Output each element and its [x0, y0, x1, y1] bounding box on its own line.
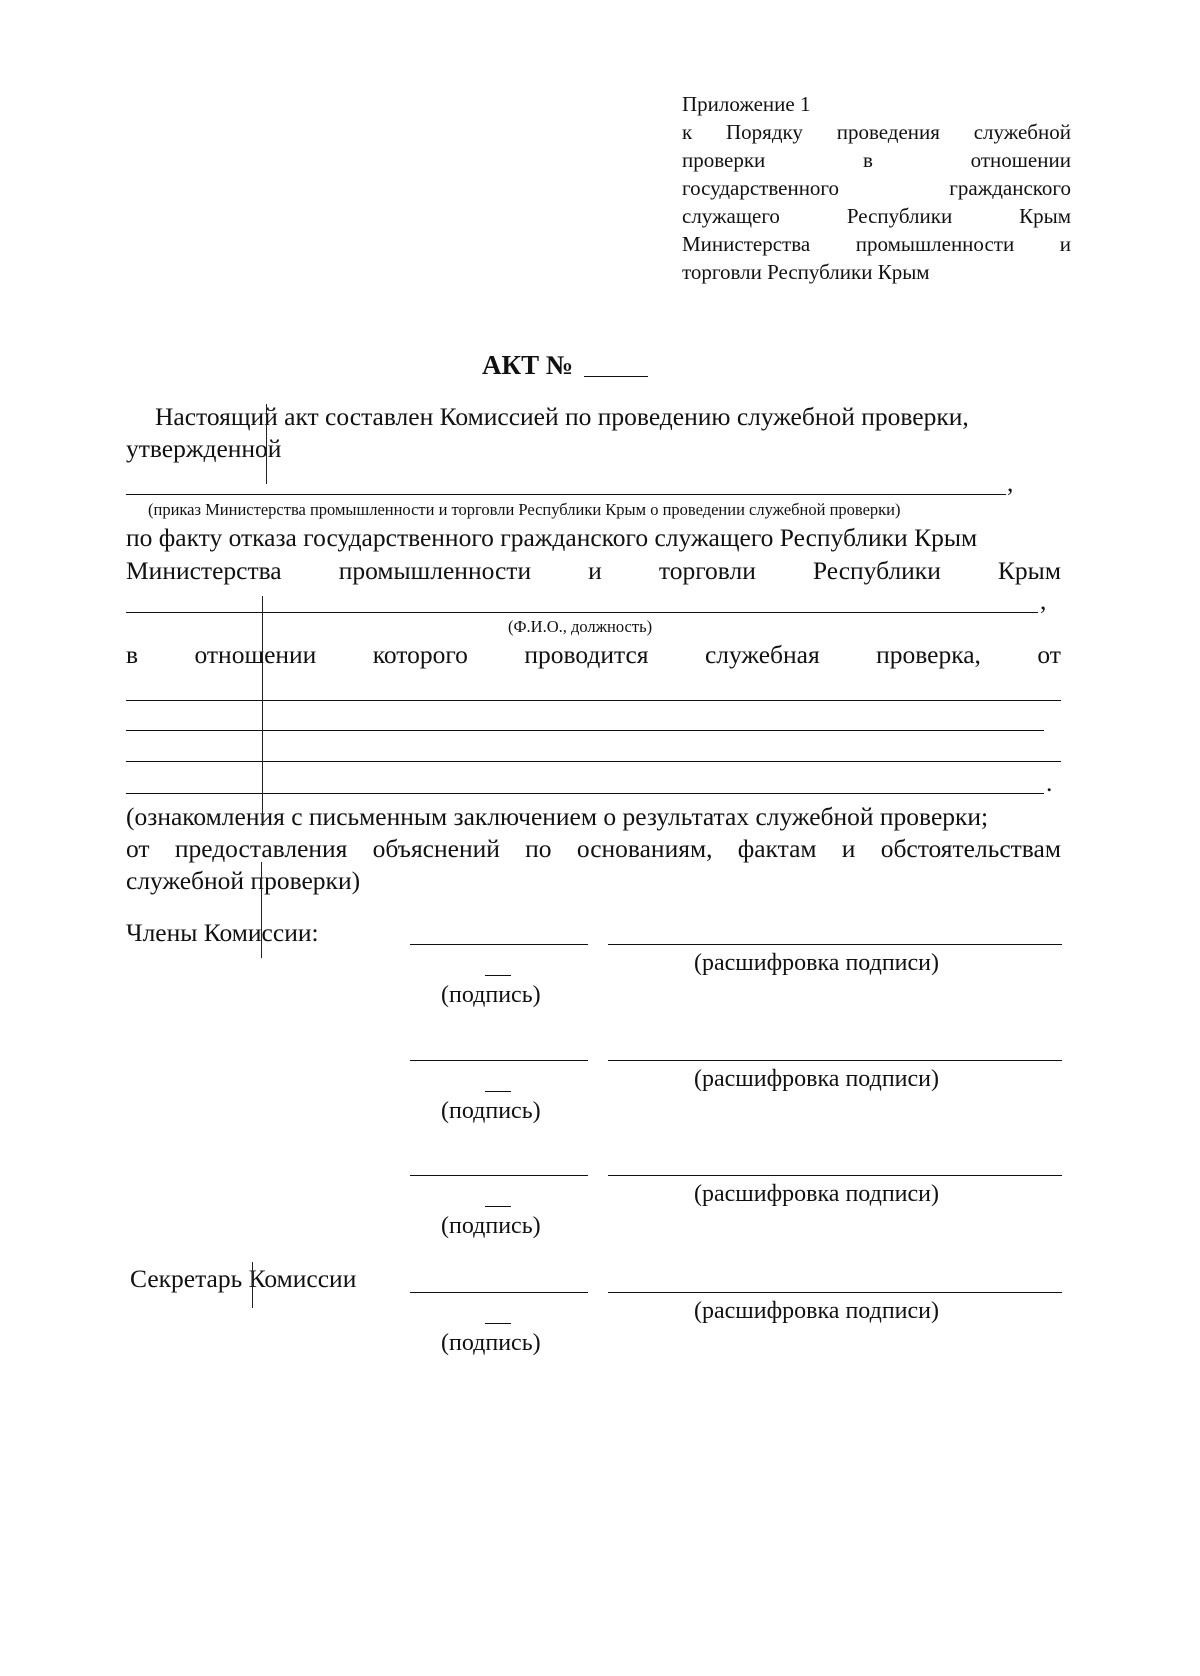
regarding-word: от [1037, 640, 1061, 669]
members-label: Члены Комиссии: [126, 918, 319, 947]
decode-field[interactable] [608, 1060, 1062, 1061]
regarding-word: служебная [704, 640, 820, 669]
refusal-word: предоставления [174, 834, 348, 863]
annex-line-5 [682, 204, 1071, 229]
annex-word: Порядку [726, 120, 803, 144]
fio-caption: (Ф.И.О., должность) [508, 617, 653, 636]
annex-word: служебной [973, 120, 1071, 144]
blank-field-1[interactable] [126, 700, 1061, 701]
decode-caption: (расшифровка подписи) [694, 1181, 939, 1207]
scan-artifact [261, 862, 262, 958]
order-caption: (приказ Министерства промышленности и торговли Республики Крым о проведении служебной проверки) [148, 500, 901, 519]
signature-field[interactable] [410, 1292, 588, 1293]
decode-caption: (расшифровка подписи) [694, 950, 939, 976]
decode-caption: (расшифровка подписи) [694, 1066, 939, 1092]
blank-period: . [1046, 768, 1053, 797]
signature-caption: (подпись) [441, 1098, 541, 1124]
decode-field[interactable] [608, 1175, 1062, 1176]
act-title: АКТ № [482, 350, 573, 380]
refusal-word: фактам [737, 834, 817, 863]
fact-line-2 [126, 556, 1061, 586]
order-field[interactable] [126, 494, 1006, 495]
regarding-word: проводится [524, 640, 649, 669]
refusal-word: объяснений [372, 834, 500, 863]
scan-artifact [262, 596, 263, 826]
signature-caption: (подпись) [441, 982, 541, 1008]
refusal-line-2 [126, 834, 1061, 864]
annex-word: к [682, 120, 693, 144]
decode-field[interactable] [608, 944, 1062, 945]
annex-word: проведения [836, 120, 940, 144]
refusal-line-3: служебной проверки) [126, 866, 361, 895]
fact-word: Министерства [126, 556, 282, 585]
annex-word: служащего [682, 204, 780, 228]
decode-field[interactable] [608, 1292, 1062, 1293]
fact-word: торговли [658, 556, 756, 585]
annex-word: отношении [970, 148, 1071, 172]
signature-dash [485, 975, 511, 976]
blank-field-3[interactable] [126, 761, 1061, 762]
annex-line-7: торговли Республики Крым [682, 260, 930, 284]
signature-dash [485, 1206, 511, 1207]
annex-line-4 [682, 176, 1071, 201]
annex-word: проверки [682, 148, 766, 172]
annex-word: промышленности [855, 232, 1015, 256]
order-comma: , [1007, 468, 1014, 497]
signature-caption: (подпись) [441, 1330, 541, 1356]
decode-caption: (расшифровка подписи) [694, 1298, 939, 1324]
fio-comma: , [1040, 586, 1047, 615]
fact-word: промышленности [338, 556, 532, 585]
act-number-field[interactable] [584, 376, 648, 377]
regarding-word: которого [372, 640, 468, 669]
regarding-word: в [126, 640, 139, 669]
annex-word: и [1059, 232, 1071, 256]
annex-word: государственного [682, 176, 840, 200]
annex-word: Республики [846, 204, 953, 228]
scan-artifact [266, 404, 267, 484]
regarding-word: проверка, [876, 640, 981, 669]
signature-field[interactable] [410, 1060, 588, 1061]
refusal-word: основаниям, [576, 834, 713, 863]
annex-word: Министерства [682, 232, 811, 256]
regarding-word: отношении [194, 640, 317, 669]
signature-field[interactable] [410, 1175, 588, 1176]
annex-word: в [863, 148, 873, 172]
intro-line-2: утвержденной [126, 434, 282, 463]
signature-dash [485, 1091, 511, 1092]
fact-word: и [588, 556, 602, 585]
fact-line-1: по факту отказа государственного гражданского служащего Республики Крым [126, 523, 978, 552]
signature-dash [485, 1323, 511, 1324]
annex-word: Крым [1019, 204, 1071, 228]
fact-word: Республики [812, 556, 941, 585]
refusal-word: обстоятельствам [880, 834, 1061, 863]
blank-field-2[interactable] [126, 730, 1044, 731]
regarding-line [126, 640, 1061, 670]
annex-line-3 [682, 148, 1071, 173]
annex-title: Приложение 1 [682, 92, 811, 116]
refusal-word: от [126, 834, 150, 863]
fact-word: Крым [997, 556, 1061, 585]
refusal-word: по [525, 834, 552, 863]
blank-field-4[interactable] [126, 793, 1044, 794]
refusal-line-1: (ознакомления с письменным заключением о результатах служебной проверки; [126, 802, 989, 831]
signature-caption: (подпись) [441, 1213, 541, 1239]
scan-artifact [252, 1262, 253, 1308]
signature-field[interactable] [410, 944, 588, 945]
intro-line-1: Настоящий акт составлен Комиссией по проведению служебной проверки, [155, 402, 969, 431]
secretary-label: Секретарь Комиссии [130, 1264, 357, 1293]
annex-line-6 [682, 232, 1071, 257]
annex-word: гражданского [949, 176, 1071, 200]
annex-line-2 [682, 120, 1071, 145]
refusal-word: и [841, 834, 856, 863]
